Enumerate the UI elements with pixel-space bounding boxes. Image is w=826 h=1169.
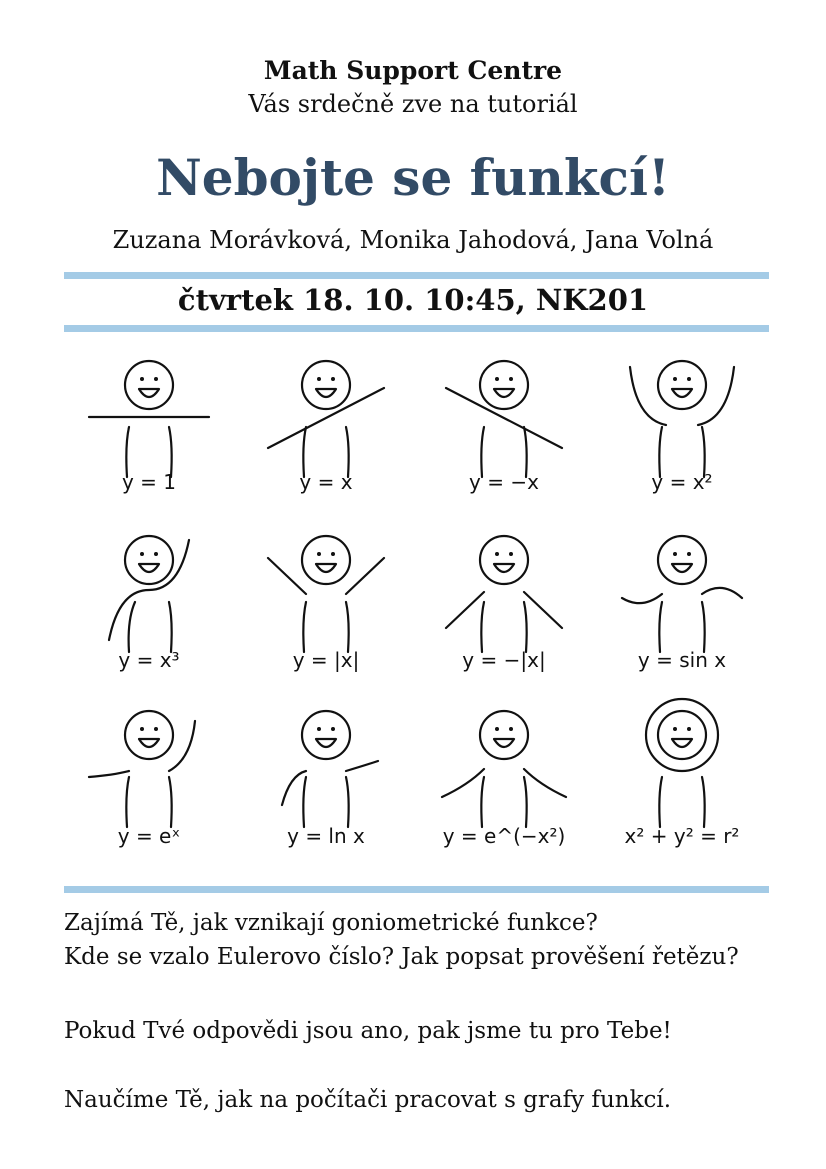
figure-label: y = sin x	[637, 648, 727, 672]
invitation-line: Vás srdečně zve na tutoriál	[248, 90, 578, 118]
figure-y-equals-x	[268, 361, 384, 477]
figure-y-equals-e-x	[89, 711, 195, 827]
body-promise: Naučíme Tě, jak na počítači pracovat s grafy funkcí.	[64, 1087, 672, 1113]
figure-label: y = e^(−x²)	[442, 824, 566, 848]
event-title: Nebojte se funkcí!	[156, 148, 670, 207]
figure-y-equals-gaussian	[442, 711, 566, 827]
figure-circle-equation	[646, 699, 718, 827]
authors-line: Zuzana Morávková, Monika Jahodová, Jana Volná	[112, 226, 714, 254]
figure-label: y = eˣ	[117, 824, 181, 848]
figure-label: y = x³	[118, 648, 180, 672]
divider-bottom	[64, 886, 769, 893]
organization-name: Math Support Centre	[263, 56, 563, 85]
divider-top	[64, 272, 769, 279]
figure-y-equals-minus-abs-x	[446, 536, 562, 652]
function-figures-grid	[64, 345, 769, 865]
body-statement: Pokud Tvé odpovědi jsou ano, pak jsme tu pro Tebe!	[64, 1018, 672, 1044]
figure-y-equals-sin-x	[622, 536, 742, 652]
figure-y-equals-x-squared	[630, 361, 734, 477]
figure-label: y = −|x|	[462, 648, 546, 672]
figure-y-equals-abs-x	[268, 536, 384, 652]
figure-label: y = |x|	[292, 648, 360, 672]
figure-label: y = −x	[469, 470, 539, 494]
divider-middle	[64, 325, 769, 332]
figure-y-equals-x-cubed	[109, 536, 189, 652]
figure-y-equals-1	[89, 361, 209, 477]
figure-label: y = 1	[121, 470, 177, 494]
figure-label: y = x²	[651, 470, 713, 494]
body-question-1: Zajímá Tě, jak vznikají goniometrické funkce?	[64, 910, 598, 936]
date-location: čtvrtek 18. 10. 10:45, NK201	[177, 283, 649, 317]
figure-y-equals-minus-x	[446, 361, 562, 477]
figure-label: y = x	[299, 470, 353, 494]
body-question-2: Kde se vzalo Eulerovo číslo? Jak popsat prověšení řetězu?	[64, 944, 739, 970]
figure-label: x² + y² = r²	[624, 824, 740, 848]
figure-label: y = ln x	[287, 824, 365, 848]
figure-y-equals-ln-x	[282, 711, 378, 827]
